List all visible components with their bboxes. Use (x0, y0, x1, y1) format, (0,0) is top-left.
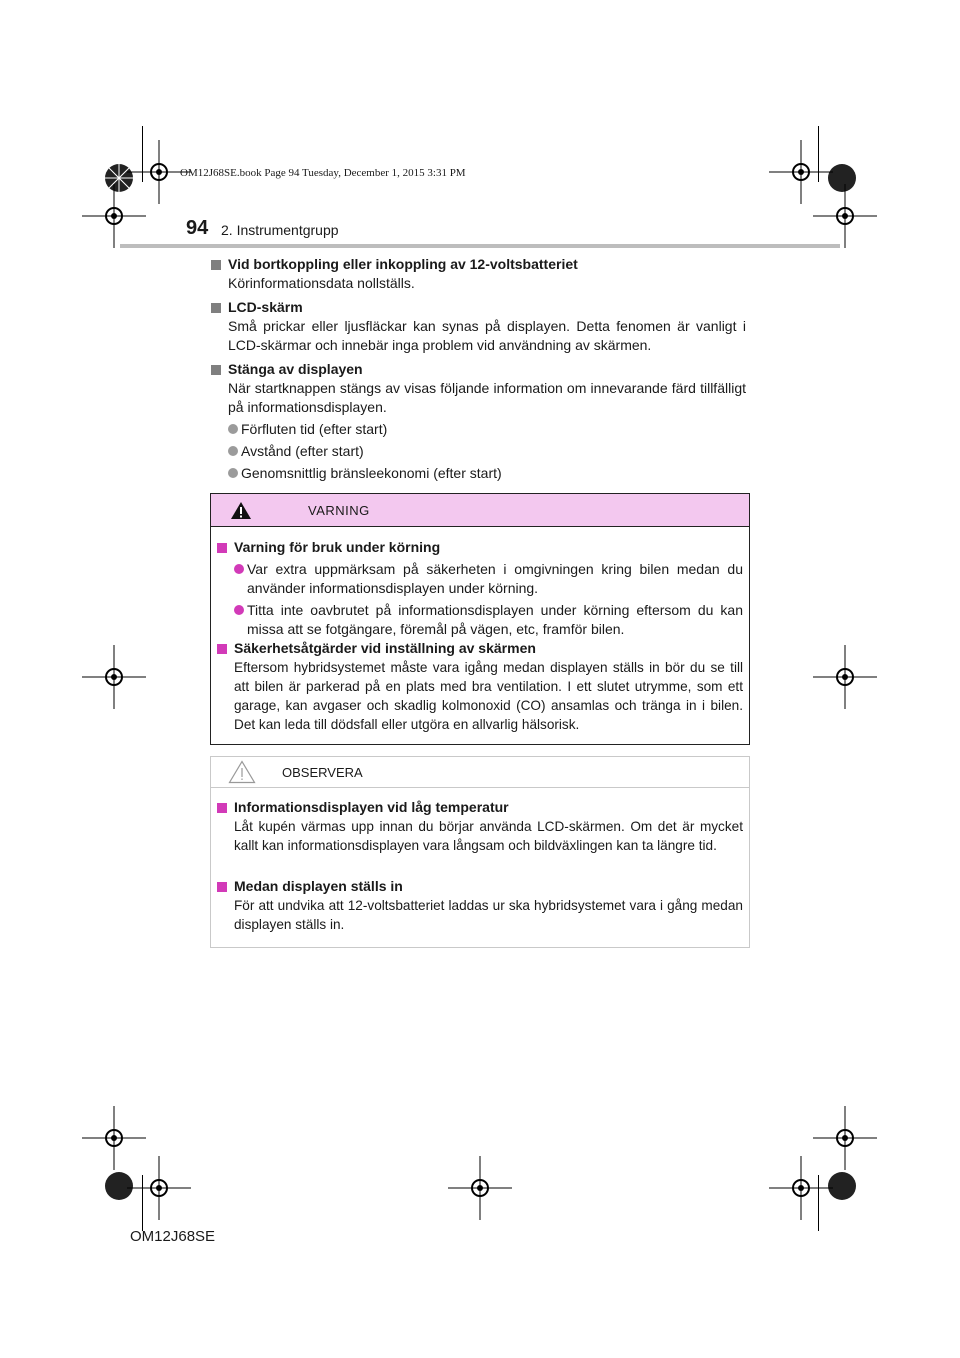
caution-triangle-icon (228, 760, 256, 784)
section-heading: Vid bortkoppling eller inkoppling av 12-voltsbatteriet (211, 255, 746, 274)
warning-title: VARNING (308, 503, 370, 518)
header-rule (120, 244, 840, 248)
warning-item (217, 639, 743, 734)
warning-triangle-icon (230, 501, 252, 520)
crosshair-registration-icon (82, 645, 146, 709)
notice-title: OBSERVERA (282, 765, 363, 780)
crosshair-registration-icon (813, 645, 877, 709)
section-title: 2. Instrumentgrupp (221, 222, 339, 238)
square-bullet-icon (211, 260, 221, 270)
round-bullet-icon (228, 424, 238, 434)
footer-code: OM12J68SE (130, 1228, 216, 1245)
notice-heading: Informationsdisplayen vid låg temperatur (217, 798, 743, 817)
square-bullet-icon (217, 543, 227, 553)
round-bullet-icon (234, 564, 244, 574)
crosshair-registration-icon (82, 184, 146, 248)
list-item: Genomsnittlig bränsleekonomi (efter start) (228, 464, 746, 483)
round-bullet-icon (228, 468, 238, 478)
square-bullet-icon (217, 882, 227, 892)
round-bullet-icon (228, 446, 238, 456)
crosshair-registration-icon (127, 1156, 191, 1220)
warning-item (217, 538, 743, 639)
notice-item (217, 877, 743, 934)
book-stamp: OM12J68SE.book Page 94 Tuesday, December 1, 2015 3:31 PM (180, 167, 466, 179)
page-number: 94 (186, 217, 209, 239)
notice-item (217, 798, 743, 855)
section-heading: LCD-skärm (211, 298, 746, 317)
square-bullet-icon (217, 803, 227, 813)
warning-text: Eftersom hybridsystemet måste vara igång medan displayen ställs in bör du se till att bilen är parkerad på en plats med bra ventilation. I ett slutet utrymme, som ett garage, kan avgaser och skadlig kolmonoxid (CO) ansamlas och tränga in i bilen. Det kan leda till dödsfall eller utgöra en allvarlig hälsorisk. (234, 660, 743, 732)
list-item: Förfluten tid (efter start) (228, 420, 746, 439)
section-battery (211, 255, 746, 293)
section-text: När startknappen stängs av visas följande information om innevarande färd tillfälligt på informationsdisplayen. (228, 380, 746, 415)
section-text: Körinformationsdata nollställs. (228, 275, 415, 291)
trim-mark (142, 1175, 143, 1231)
trim-mark (818, 126, 819, 182)
crosshair-registration-icon (769, 1156, 833, 1220)
warning-header (211, 494, 749, 527)
round-bullet-icon (234, 605, 244, 615)
trim-mark (818, 1175, 819, 1231)
section-heading: Stänga av displayen (211, 360, 746, 379)
list-item: Avstånd (efter start) (228, 442, 746, 461)
section-lcd (211, 298, 746, 355)
notice-text: Låt kupén värmas upp innan du börjar använda LCD-skärmen. Om det är mycket kallt kan informationsdisplayen vara långsam och bildväxlingen kan ta längre tid. (234, 819, 743, 853)
crosshair-registration-icon (448, 1156, 512, 1220)
square-bullet-icon (211, 365, 221, 375)
notice-header (211, 757, 749, 788)
square-bullet-icon (217, 644, 227, 654)
square-bullet-icon (211, 303, 221, 313)
warning-box (210, 493, 750, 745)
warning-heading: Varning för bruk under körning (217, 538, 743, 557)
notice-text: För att undvika att 12-voltsbatteriet laddas ur ska hybridsystemet vara i gång medan displayen ställs in. (234, 898, 743, 932)
warning-heading: Säkerhetsåtgärder vid inställning av skärmen (217, 639, 743, 658)
list-item: Titta inte oavbrutet på informationsdisplayen under körning eftersom du kan missa att se fotgängare, föremål på vägen, etc, framför bilen. (234, 601, 743, 639)
crosshair-registration-icon (813, 184, 877, 248)
notice-box (210, 756, 750, 948)
trim-mark (142, 126, 143, 182)
section-text: Små prickar eller ljusfläckar kan synas på displayen. Detta fenomen är vanligt i LCD-skärmar och innebär inga problem vid användning av skärmen. (228, 318, 746, 353)
notice-heading: Medan displayen ställs in (217, 877, 743, 896)
section-display-off (211, 360, 746, 483)
list-item: Var extra uppmärksam på säkerheten i omgivningen kring bilen medan du använder informationsdisplayen under körning. (234, 560, 743, 598)
